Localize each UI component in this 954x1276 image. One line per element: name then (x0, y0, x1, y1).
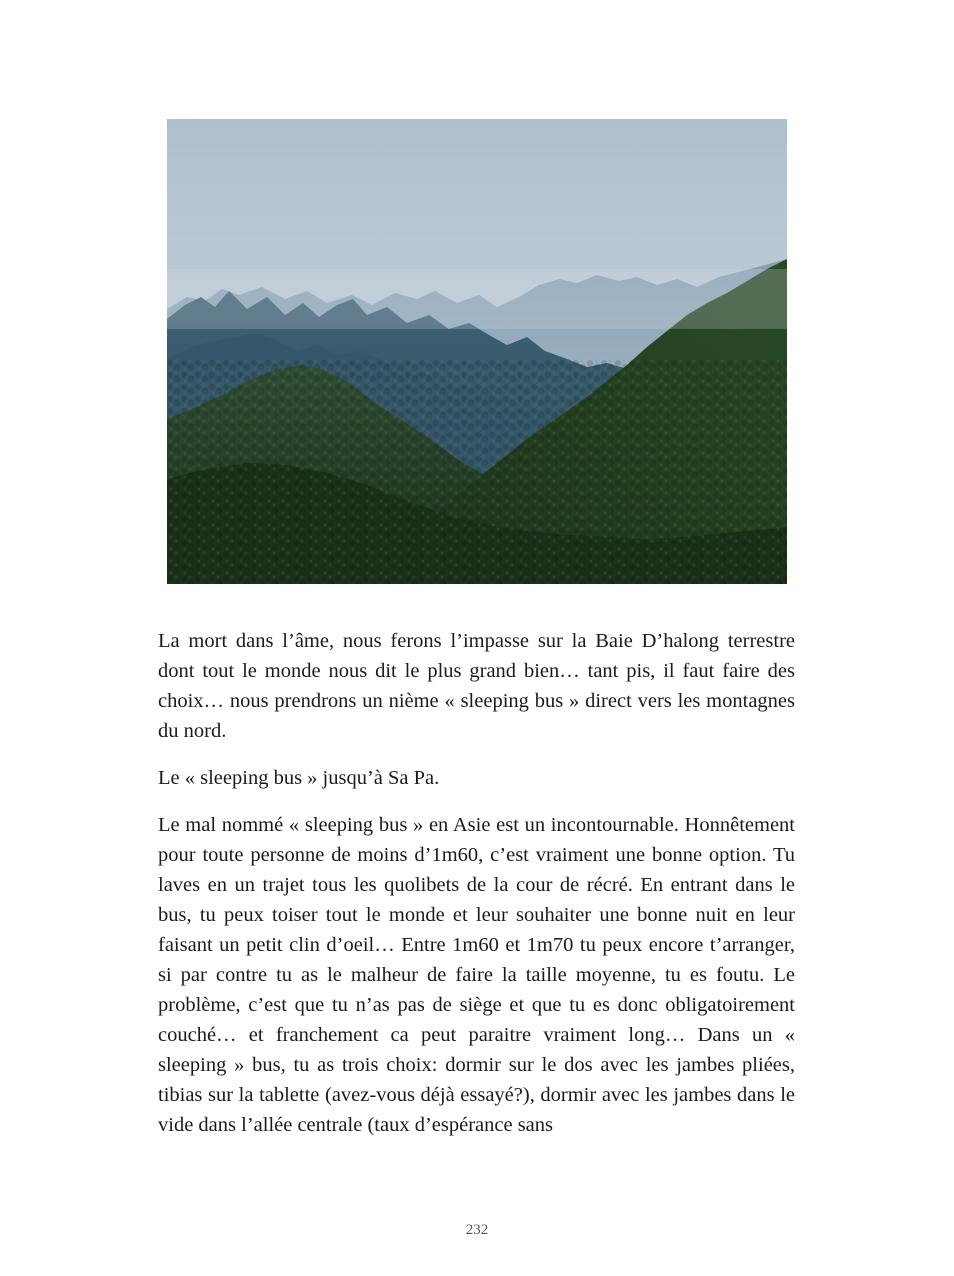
paragraph-2: Le mal nommé « sleeping bus » en Asie est un incontournable. Honnêtement pour toute personne de moins d’1m60, c’est vraiment une bonne option. Tu laves en un trajet tous les quolibets de la cour de récré. En entrant dans le bus, tu peux toiser tout le monde et leur souhaiter une bonne nuit en leur faisant un petit clin d’oeil… Entre 1m60 et 1m70 tu peux encore t’arranger, si par contre tu as le malheur de faire la taille moyenne, tu es foutu. Le problème, c’est que tu n’as pas de siège et que tu es donc obligatoirement couché… et franchement ca peut paraitre vraiment long… Dans un « sleeping » bus, tu as trois choix: dormir sur le dos avec les jambes pliées, tibias sur la tablette (avez-vous déjà essayé?), dormir avec les jambes dans le vide dans l’allée centrale (taux d’espérance sans (158, 814, 795, 1136)
page-number: 232 (465, 1222, 489, 1238)
body-text (158, 626, 795, 1157)
mountain-photo (167, 119, 787, 584)
mountain-landscape-image (167, 119, 787, 584)
section-heading: Le « sleeping bus » jusqu’à Sa Pa. (158, 767, 440, 789)
paragraph-1: La mort dans l’âme, nous ferons l’impasse sur la Baie D’halong terrestre dont tout le monde nous dit le plus grand bien… tant pis, il faut faire des choix… nous prendrons un nième « sleeping bus » direct vers les montagnes du nord. (158, 630, 795, 742)
